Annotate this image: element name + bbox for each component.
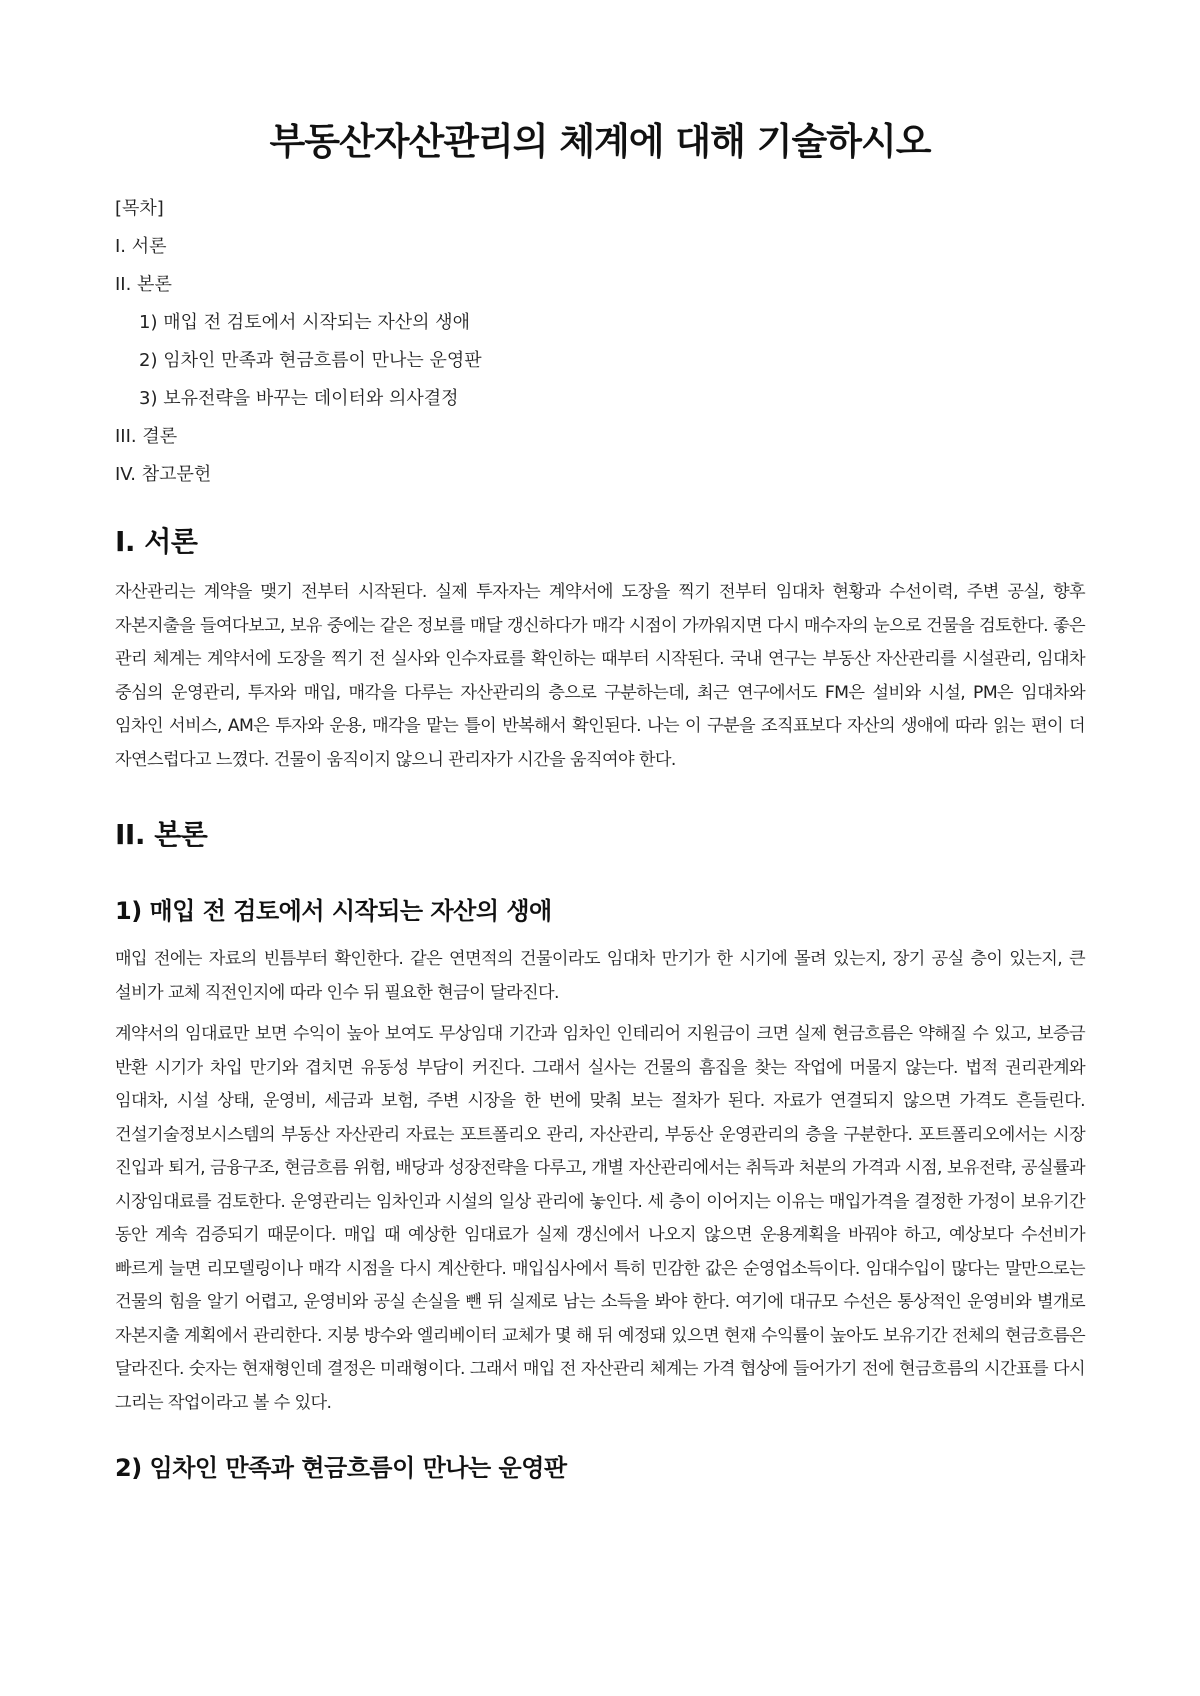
subsection-heading-1: 1) 매입 전 검토에서 시작되는 자산의 생애: [115, 897, 552, 925]
intro-paragraph: 자산관리는 계약을 맺기 전부터 시작된다. 실제 투자자는 계약서에 도장을 찍기 전부터 임대차 현황과 수선이력, 주변 공실, 향후 자본지출을 들여다보고, 보유 중에는 같은 정보를 매달 갱신하다가 매각 시점이 가까워지면 다시 매수자의 눈으로 건물을 검토한다. 좋은 관리 체계는 계약서에 도장을 찍기 전 실사와 인수자료를 확인하는 때부터 시작된다. 국내 연구는 부동산 자산관리를 시설관리, 임대차 중심의 운영관리, 투자와 매입, 매각을 다루는 자산관리의 층으로 구분하는데, 최근 연구에서도 FM은 설비와 시설, PM은 임대차와 임차인 서비스, AM은 투자와 운용, 매각을 맡는 틀이 반복해서 확인된다. 나는 이 구분을 조직표보다 자산의 생애에 따라 읽는 편이 더 자연스럽다고 느꼈다. 건물이 움직이지 않으니 관리자가 시간을 움직여야 한다.: [115, 582, 1085, 770]
toc-item-intro: I. 서론: [115, 236, 167, 257]
section-heading-body: II. 본론: [115, 818, 208, 851]
toc-heading: [목차]: [115, 198, 164, 219]
toc-item-body-1: 1) 매입 전 검토에서 시작되는 자산의 생애: [139, 312, 471, 333]
section-heading-intro: I. 서론: [115, 525, 198, 558]
toc-item-references: IV. 참고문헌: [115, 464, 212, 485]
document-title: 부동산자산관리의 체계에 대해 기술하시오: [269, 120, 931, 163]
toc-item-body-2: 2) 임차인 만족과 현금흐름이 만나는 운영판: [139, 350, 482, 371]
subsection-1-paragraph-2: 계약서의 임대료만 보면 수익이 높아 보여도 무상임대 기간과 임차인 인테리어 지원금이 크면 실제 현금흐름은 약해질 수 있고, 보증금 반환 시기가 차입 만기와 겹치면 유동성 부담이 커진다. 그래서 실사는 건물의 흠집을 찾는 작업에 머물지 않는다. 법적 권리관계와 임대차, 시설 상태, 운영비, 세금과 보험, 주변 시장을 한 번에 맞춰 보는 절차가 된다. 자료가 연결되지 않으면 가격도 흔들린다. 건설기술정보시스템의 부동산 자산관리 자료는 포트폴리오 관리, 자산관리, 부동산 운영관리의 층을 구분한다. 포트폴리오에서는 시장 진입과 퇴거, 금융구조, 현금흐름 위험, 배당과 성장전략을 다루고, 개별 자산관리에서는 취득과 처분의 가격과 시점, 보유전략, 공실률과 시장임대료를 검토한다. 운영관리는 임차인과 시설의 일상 관리에 놓인다. 세 층이 이어지는 이유는 매입가격을 결정한 가정이 보유기간 동안 계속 검증되기 때문이다. 매입 때 예상한 임대료가 실제 갱신에서 나오지 않으면 운용계획을 바꿔야 하고, 예상보다 수선비가 빠르게 늘면 리모델링이나 매각 시점을 다시 계산한다. 매입심사에서 특히 민감한 값은 순영업소득이다. 임대수입이 많다는 말만으로는 건물의 힘을 알기 어렵고, 운영비와 공실 손실을 뺀 뒤 실제로 남는 소득을 봐야 한다. 여기에 대규모 수선은 통상적인 운영비와 별개로 자본지출 계획에서 관리한다. 지붕 방수와 엘리베이터 교체가 몇 해 뒤 예정돼 있으면 현재 수익률이 높아도 보유기간 전체의 현금흐름은 달라진다. 숫자는 현재형인데 결정은 미래형이다. 그래서 매입 전 자산관리 체계는 가격 협상에 들어가기 전에 현금흐름의 시간표를 다시 그리는 작업이라고 볼 수 있다.: [115, 1024, 1085, 1413]
toc-item-body: II. 본론: [115, 274, 172, 295]
toc-item-body-3: 3) 보유전략을 바꾸는 데이터와 의사결정: [139, 388, 459, 409]
table-of-contents: [115, 190, 1085, 494]
toc-item-conclusion: III. 결론: [115, 426, 178, 447]
subsection-1-paragraph-1: 매입 전에는 자료의 빈틈부터 확인한다. 같은 연면적의 건물이라도 임대차 만기가 한 시기에 몰려 있는지, 장기 공실 층이 있는지, 큰 설비가 교체 직전인지에 따라 인수 뒤 필요한 현금이 달라진다.: [115, 949, 1085, 1003]
subsection-heading-2: 2) 임차인 만족과 현금흐름이 만나는 운영판: [115, 1454, 567, 1482]
